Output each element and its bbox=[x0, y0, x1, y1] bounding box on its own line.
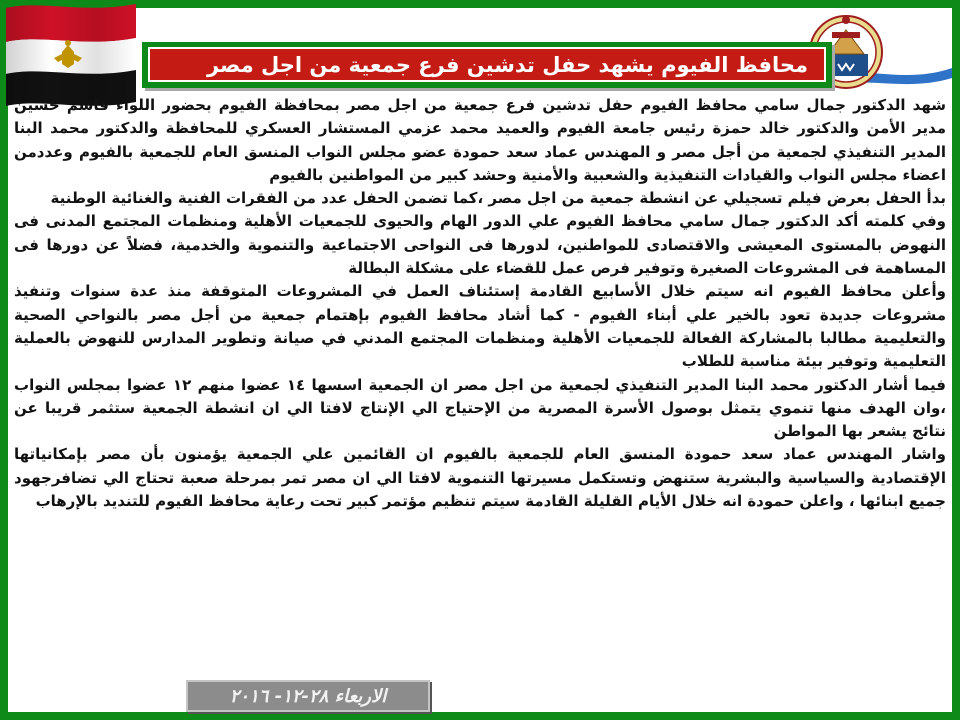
article-paragraph: وفي كلمته أكد الدكتور جمال سامي محافظ الفيوم علي الدور الهام والحيوى للجمعيات الأهلية ومنظمات المجتمع المدنى فى النهوض بالمستوى المعيشى والاقتصادى للمواطنين، لدورها فى النواحى الاجتماعية والتنموية والخدمية، فضلاً عن دورها فى المساهمة فى المشروعات الصغيرة وتوفير فرص عمل للقضاء على مشكلة البطالة bbox=[14, 212, 946, 278]
article-body bbox=[14, 94, 946, 704]
article-paragraph: شهد الدكتور جمال سامي محافظ الفيوم حفل تدشين فرع جمعية من اجل مصر بمحافظة الفيوم بحضور اللواء قاسم حسين مدير الأمن والدكتور خالد حمزة رئيس جامعة الفيوم والعميد محمد عزمي المستشار العسكري للمحافظة والدكتور محمد البنا المدير التنفيذي لجمعية من أجل مصر و المهندس عماد سعد حمودة عضو مجلس النواب المنسق العام للجمعية بالفيوم وعددمن اعضاء مجلس النواب والقيادات التنفيذية والشعبية والأمنية وحشد كبير من المواطنين بالفيوم bbox=[14, 96, 946, 184]
date-badge bbox=[186, 680, 430, 712]
article-paragraph: واشار المهندس عماد سعد حمودة المنسق العام للجمعية بالفيوم ان القائمين علي الجمعية يؤمنون بأن مصر بإمكانياتها الإقتصادية والسياسية والبشرية ستنهض وتستكمل مسيرتها التنموية لافتا الي ان مصر تمر بمرحلة صعبة تحتاج الي تضافرجهود جميع ابنائها ، واعلن حمودة انه خلال الأيام القليلة القادمة سيتم تنظيم مؤتمر كبير تحت رعاية محافظ الفيوم للتنديد بالإرهاب bbox=[14, 445, 946, 511]
egypt-flag-icon bbox=[2, 0, 140, 106]
title-banner bbox=[142, 42, 832, 88]
article-paragraph: وأعلن محافظ الفيوم انه سيتم خلال الأسابيع القادمة إستئناف العمل في المشروعات المتوقفة منذ عدة سنوات وتنفيذ مشروعات جديدة تعود بالخير علي أبناء الفيوم - كما أشاد محافظ الفيوم بإهتمام جمعية من أجل مصر بالنواحي الصحية والتعليمية مطالبا بالمشاركة الفعالة للجمعيات الأهلية ومنظمات المجتمع المدني في صيانة وتطوير المدارس للنهوض بالعملية التعليمية وتوفير بيئة مناسبة للطلاب bbox=[14, 282, 946, 371]
title-banner-inner bbox=[148, 47, 826, 82]
date-text: الاربعاء ٢٨-١٢- ٢٠١٦ bbox=[229, 685, 387, 707]
article-paragraph: بدأ الحفل بعرض فيلم تسجيلي عن انشطة جمعية من اجل مصر ،كما تضمن الحفل عدد من الفقرات الفنية والغنائية الوطنية bbox=[50, 189, 946, 208]
article-paragraph: فيما أشار الدكتور محمد البنا المدير التنفيذي لجمعية من اجل مصر ان الجمعية اسسها ١٤ عضوا منهم ١٢ عضوا بمجلس النواب ،وان الهدف منها تنموي يتمثل بوصول الأسرة المصرية من الإحتياج الي الإنتاج لافتا الي ان انشطة الجمعية ستثمر قريبا عن نتائج يشعر بها المواطن bbox=[14, 375, 946, 441]
page-title: محافظ الفيوم يشهد حفل تدشين فرع جمعية من اجل مصر bbox=[206, 52, 808, 77]
